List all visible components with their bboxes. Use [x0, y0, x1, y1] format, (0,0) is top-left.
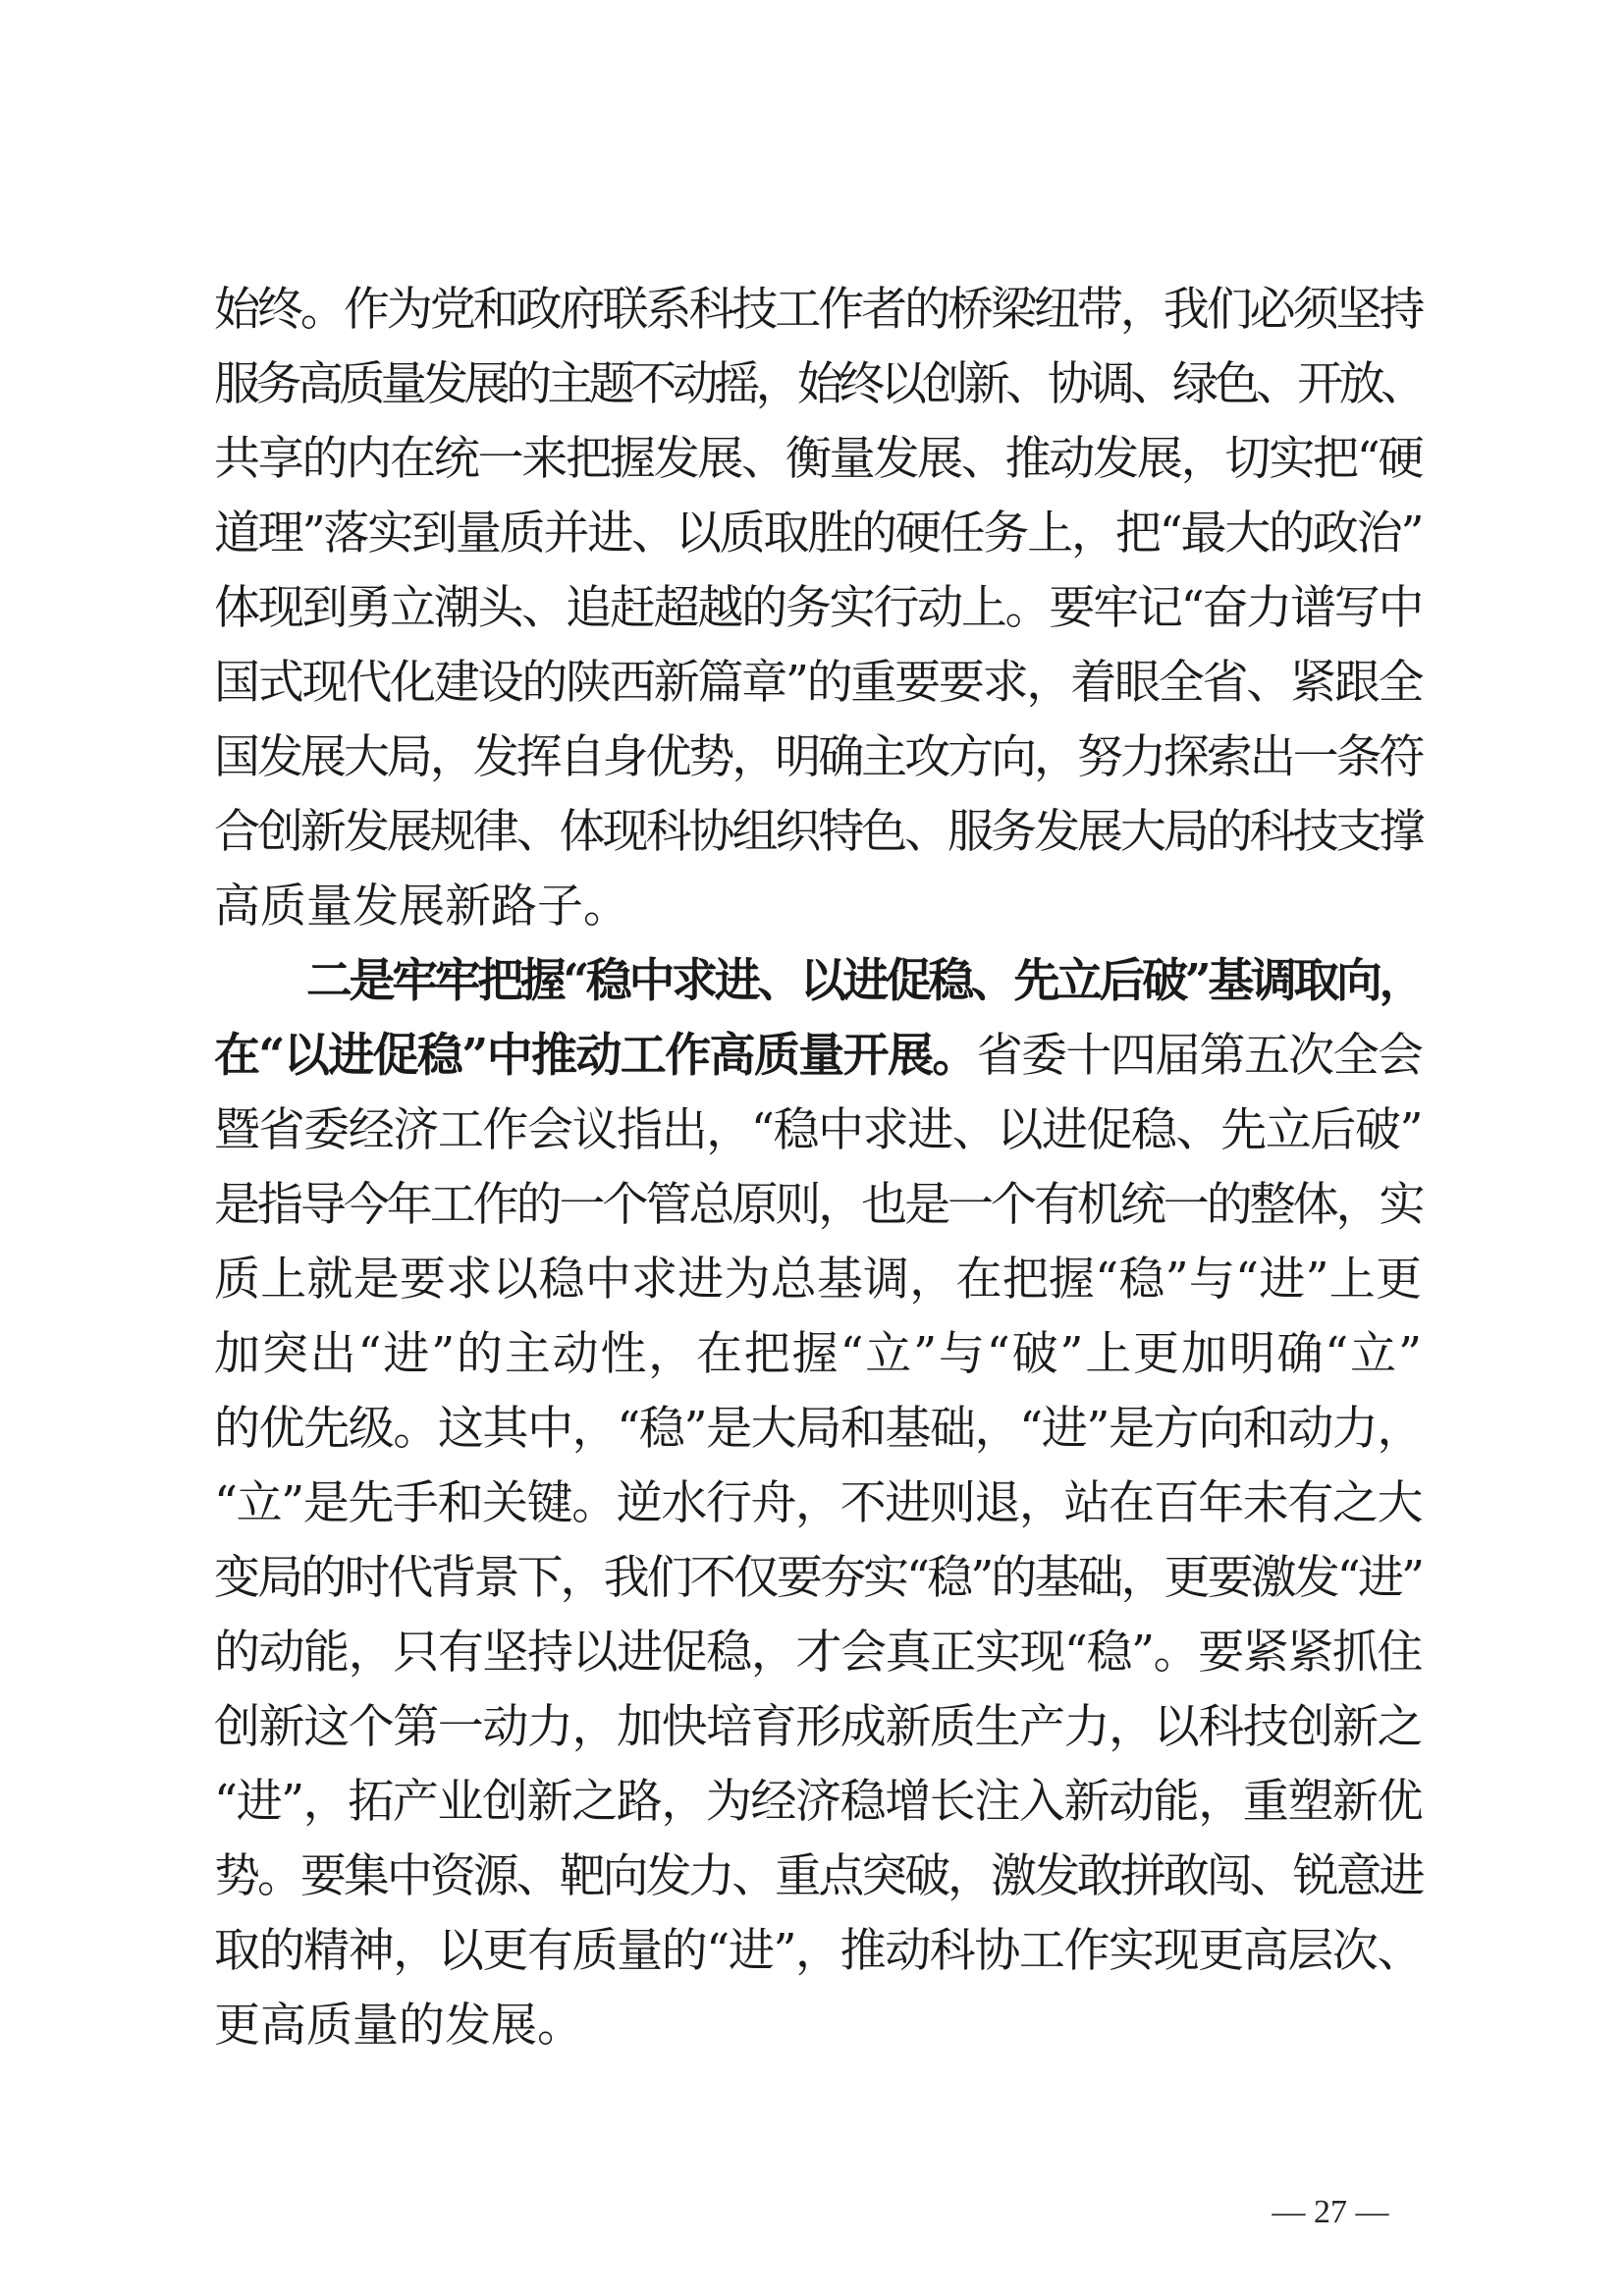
paragraph-2-line-8: 的动能，只有坚持以进促稳，才会真正实现“稳”。要紧紧抓住	[214, 1626, 1422, 1680]
paragraph-2-line-13: 更高质量的发展。	[214, 1999, 583, 2053]
paragraph-2-line-11: 势。要集中资源、靶向发力、重点突破，激发敢拼敢闯、锐意进	[214, 1849, 1422, 1903]
paragraph-2-line-4: 加突出“进”的主动性，在把握“立”与“破”上更加明确“立”	[214, 1327, 1422, 1381]
paragraph-2-line-3: 质上就是要求以稳中求进为总基调，在把握“稳”与“进”上更	[214, 1253, 1422, 1307]
section-heading-continuation: 省委十四届第五次全会	[976, 1029, 1422, 1083]
paragraph-1-line-6: 国式现代化建设的陕西新篇章”的重要要求，着眼全省、紧跟全	[214, 656, 1422, 710]
paragraph-2-line-7: 变局的时代背景下，我们不仅要夯实“稳”的基础，更要激发“进”	[214, 1551, 1422, 1605]
paragraph-1-line-2: 服务高质量发展的主题不动摇，始终以创新、协调、绿色、开放、	[214, 357, 1422, 411]
paragraph-2-line-10: “进”，拓产业创新之路，为经济稳增长注入新动能，重塑新优	[214, 1775, 1422, 1829]
paragraph-1-line-8: 合创新发展规律、体现科协组织特色、服务发展大局的科技支撑	[214, 805, 1422, 859]
paragraph-2-line-5: 的优先级。这其中，“稳”是大局和基础，“进”是方向和动力，	[214, 1402, 1422, 1456]
paragraph-2-line-2: 是指导今年工作的一个管总原则，也是一个有机统一的整体，实	[214, 1178, 1422, 1232]
paragraph-1-line-9: 高质量发展新路子。	[214, 880, 629, 934]
section-heading-line-2	[214, 1019, 1422, 1094]
paragraph-1-line-3: 共享的内在统一来把握发展、衡量发展、推动发展，切实把“硬	[214, 432, 1422, 486]
paragraph-1-line-4: 道理”落实到量质并进、以质取胜的硬任务上，把“最大的政治”	[214, 507, 1422, 561]
section-heading-line-1: 二是牢牢把握“稳中求进、以进促稳、先立后破”基调取向，	[306, 954, 1422, 1008]
paragraph-2-line-1: 暨省委经济工作会议指出，“稳中求进、以进促稳、先立后破”	[214, 1103, 1422, 1157]
page-number: — 27 —	[1272, 2194, 1389, 2230]
paragraph-2-line-6: “立”是先手和关键。逆水行舟，不进则退，站在百年未有之大	[214, 1476, 1422, 1530]
paragraph-1-line-1: 始终。作为党和政府联系科技工作者的桥梁纽带，我们必须坚持	[214, 283, 1422, 337]
paragraph-2-line-12: 取的精神，以更有质量的“进”，推动科协工作实现更高层次、	[214, 1924, 1422, 1978]
section-heading-bold: 在“以进促稳”中推动工作高质量开展。	[214, 1029, 977, 1083]
paragraph-2-line-9: 创新这个第一动力，加快培育形成新质生产力，以科技创新之	[214, 1700, 1422, 1754]
paragraph-1-line-5: 体现到勇立潮头、追赶超越的务实行动上。要牢记“奋力谱写中	[214, 581, 1422, 635]
paragraph-1-line-7: 国发展大局，发挥自身优势，明确主攻方向，努力探索出一条符	[214, 730, 1422, 784]
